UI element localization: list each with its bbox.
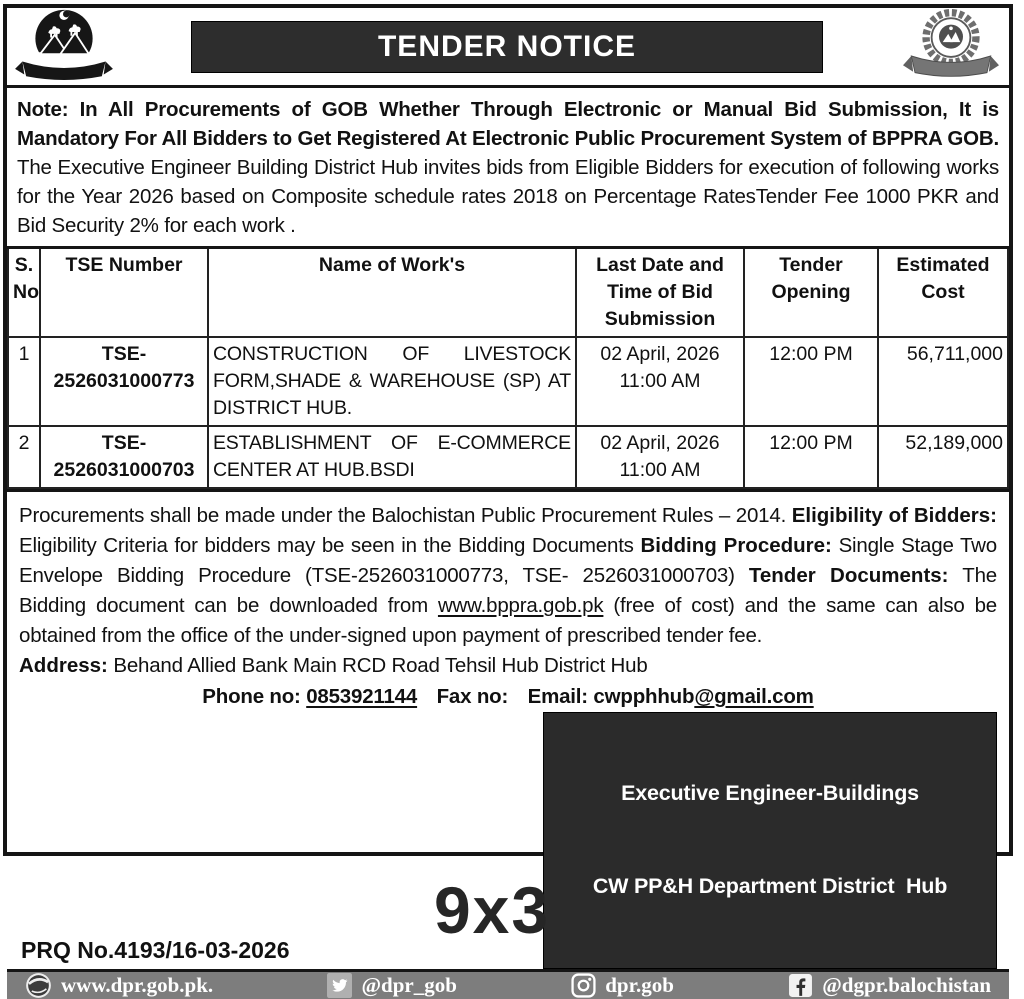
prq-number: PRQ No.4193/16-03-2026	[21, 937, 290, 963]
tender-documents-label: Tender Documents:	[748, 564, 949, 587]
social-bar	[7, 969, 1009, 999]
eligibility-text: Eligibility Criteria for bidders may be seen in the Bidding Documents	[19, 534, 641, 557]
fax-label: Fax no:	[436, 685, 509, 708]
globe-icon	[25, 972, 52, 999]
cell-opening: 12:00 PM	[744, 426, 878, 488]
cell-tse: TSE-2526031000703	[40, 426, 208, 488]
title-bar	[191, 21, 823, 73]
instagram-handle: dpr.gob	[605, 973, 674, 997]
balochistan-emblem-icon	[13, 8, 115, 85]
col-header-cost: Estimated Cost	[878, 248, 1008, 338]
email-address[interactable]: cwpphhub@gmail.com	[593, 685, 814, 708]
col-header-work: Name of Work's	[208, 248, 576, 338]
table-row	[8, 426, 1008, 488]
twitter-item[interactable]	[327, 973, 456, 998]
terms-text: Procurements shall be made under the Balochistan Public Procurement Rules – 2014.	[19, 504, 792, 527]
tender-documents-text-2: (free of cost) and the same can also be obtained from the office of the under-signed upon payment of prescribed tender fee.	[19, 594, 997, 647]
col-header-lastdate: Last Date and Time of Bid Submission	[576, 248, 744, 338]
terms-paragraph	[19, 501, 997, 681]
department-emblem-icon	[899, 8, 1003, 85]
facebook-icon	[788, 973, 813, 998]
address-value: Behand Allied Bank Main RCD Road Tehsil Hub District Hub	[107, 654, 648, 677]
cell-cost: 56,711,000	[878, 337, 1008, 426]
cell-last-date: 02 April, 2026 11:00 AM	[576, 337, 744, 426]
twitter-handle: @dpr_gob	[361, 973, 457, 997]
table-row	[8, 337, 1008, 426]
website-item[interactable]	[25, 972, 213, 999]
signatory-department: CW PP&H Department District Hub	[592, 874, 948, 898]
instagram-item[interactable]	[571, 973, 674, 998]
bppra-website-link[interactable]: www.bppra.gob.pk	[437, 594, 604, 617]
facebook-handle: @dgpr.balochistan	[822, 973, 991, 997]
cell-tse: TSE-2526031000773	[40, 337, 208, 426]
cell-sno: 2	[8, 426, 40, 488]
phone-number[interactable]: 0853921144	[306, 685, 418, 708]
col-header-sno: S. No	[8, 248, 40, 338]
contact-line	[19, 682, 997, 712]
col-header-opening: Tender Opening	[744, 248, 878, 338]
cell-last-date: 02 April, 2026 11:00 AM	[576, 426, 744, 488]
note-bold-text: Note: In All Procurements of GOB Whether Through Electronic or Manual Bid Submission, It is Mandatory For All Bidders to Get Registered At Electronic Public Procurement System of BPPRA GOB.	[17, 98, 999, 150]
tender-table	[7, 246, 1009, 489]
ad-size-label: 9x3	[433, 873, 551, 947]
table-header-row	[8, 248, 1008, 338]
website-url: www.dpr.gob.pk.	[61, 973, 214, 997]
cell-cost: 52,189,000	[878, 426, 1008, 488]
facebook-item[interactable]	[788, 973, 991, 998]
tender-documents-text: The Bidding document can be downloaded from	[19, 564, 997, 617]
eligibility-label: Eligibility of Bidders:	[791, 504, 997, 527]
address-label: Address:	[19, 654, 108, 677]
cell-opening: 12:00 PM	[744, 337, 878, 426]
page-title: TENDER NOTICE	[377, 29, 636, 63]
cell-sno: 1	[8, 337, 40, 426]
cell-work: ESTABLISHMENT OF E-COMMERCE CENTER AT HUB.BSDI	[208, 426, 576, 488]
col-header-tse: TSE Number	[40, 248, 208, 338]
note-regular-text: The Executive Engineer Building District Hub invites bids from Eligible Bidders for execution of following works for the Year 2026 based on Composite schedule rates 2018 on Percentage RatesTender Fee 1000 PKR and Bid Security 2% for each work .	[17, 156, 999, 237]
header	[7, 8, 1009, 85]
signatory-title: Executive Engineer-Buildings	[621, 781, 919, 805]
bidding-procedure-text: Single Stage Two Envelope Bidding Procedure (TSE-2526031000773, TSE- 2526031000703)	[19, 534, 997, 587]
email-label: Email:	[527, 685, 588, 708]
instagram-icon	[571, 973, 596, 998]
phone-label: Phone no:	[202, 685, 301, 708]
twitter-icon	[327, 973, 352, 998]
bidding-procedure-label: Bidding Procedure:	[640, 534, 832, 557]
cell-work: CONSTRUCTION OF LIVESTOCK FORM,SHADE & WAREHOUSE (SP) AT DISTRICT HUB.	[208, 337, 576, 426]
note-paragraph	[7, 85, 1009, 246]
